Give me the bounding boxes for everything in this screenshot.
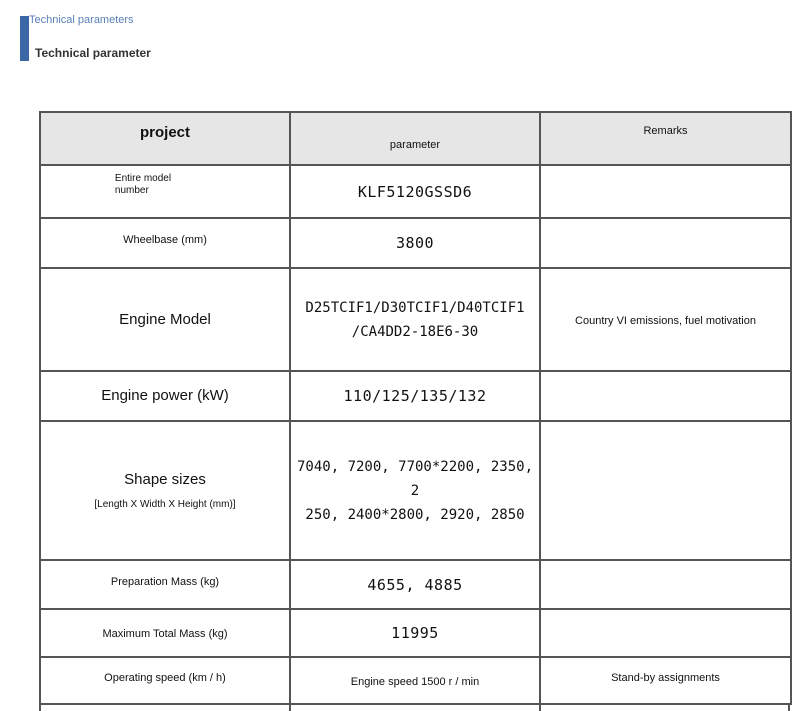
entire-model-value: KLF5120GSSD6 (357, 182, 473, 201)
header-cell-parameter (290, 112, 540, 165)
entire-model-label (115, 173, 171, 197)
row-remark-cell (540, 268, 791, 371)
header-parameter-label: parameter (389, 138, 441, 151)
shape-sizes-sub-label: [Length X Width X Height (mm)] (94, 499, 236, 510)
table-row (40, 657, 791, 704)
table-next-row-border (39, 703, 790, 705)
max-total-mass-label: Maximum Total Mass (kg) (102, 628, 228, 640)
header-project-label: project (139, 123, 190, 141)
table-row (40, 609, 791, 657)
operating-speed-label: Operating speed (km / h) (104, 671, 226, 684)
row-value-cell (290, 421, 540, 560)
table-next-row-divider (39, 703, 41, 711)
table-row (40, 560, 791, 609)
row-value-cell (290, 218, 540, 268)
table-row (40, 268, 791, 371)
shape-sizes-label: Shape sizes (124, 471, 206, 488)
table-row (40, 165, 791, 218)
table-row (40, 371, 791, 421)
row-value-cell (290, 268, 540, 371)
header-small-title: Technical parameters (29, 14, 134, 26)
engine-model-value-line2: /CA4DD2-18E6-30 (351, 323, 479, 340)
row-label-cell (40, 371, 290, 421)
shape-sizes-value-line2: 250, 2400*2800, 2920, 2850 (305, 506, 525, 523)
shape-sizes-value-line1: 7040, 7200, 7700*2200, 2350, 2 (297, 458, 534, 499)
table-header-row (40, 112, 791, 165)
row-label-cell (40, 421, 290, 560)
row-remark-cell (540, 371, 791, 421)
row-value-cell (290, 657, 540, 704)
technical-parameter-table (39, 111, 792, 705)
row-value-cell (290, 609, 540, 657)
row-value-cell (290, 560, 540, 609)
engine-power-label: Engine power (kW) (101, 387, 229, 404)
row-value-cell (290, 371, 540, 421)
row-label-cell (40, 609, 290, 657)
row-value-cell (290, 165, 540, 218)
wheelbase-label: Wheelbase (mm) (123, 234, 207, 246)
row-label-cell (40, 560, 290, 609)
row-remark-cell (540, 657, 791, 704)
row-remark-cell (540, 560, 791, 609)
entire-model-label-line2: number (114, 185, 149, 196)
engine-model-label: Engine Model (119, 310, 211, 328)
operating-speed-value: Engine speed 1500 r / min (350, 675, 480, 688)
engine-model-value-line1: D25TCIF1/D30TCIF1/D40TCIF1 (305, 299, 525, 316)
row-remark-cell (540, 609, 791, 657)
header-cell-project (40, 112, 290, 165)
header-remarks-label: Remarks (643, 124, 688, 137)
header-accent-bar (20, 16, 29, 61)
engine-power-value: 110/125/135/132 (343, 387, 487, 405)
row-remark-cell (540, 421, 791, 560)
max-total-mass-value: 11995 (391, 624, 439, 642)
row-label-cell (40, 268, 290, 371)
header-cell-remarks (540, 112, 791, 165)
row-label-cell (40, 165, 290, 218)
row-label-cell (40, 657, 290, 704)
table-next-row-divider (289, 703, 291, 711)
table-next-row-divider (788, 703, 790, 711)
header-main-title: Technical parameter (35, 46, 151, 60)
table-next-row-divider (539, 703, 541, 711)
table-row (40, 218, 791, 268)
row-label-cell (40, 218, 290, 268)
operating-speed-remark: Stand-by assignments (611, 671, 720, 684)
table-row (40, 421, 791, 560)
engine-model-remark: Country VI emissions, fuel motivation (575, 314, 756, 327)
row-remark-cell (540, 218, 791, 268)
preparation-mass-label: Preparation Mass (kg) (110, 575, 220, 588)
wheelbase-value: 3800 (395, 234, 435, 252)
entire-model-label-line1: Entire model (114, 173, 172, 184)
preparation-mass-value: 4655, 4885 (367, 575, 463, 594)
row-remark-cell (540, 165, 791, 218)
